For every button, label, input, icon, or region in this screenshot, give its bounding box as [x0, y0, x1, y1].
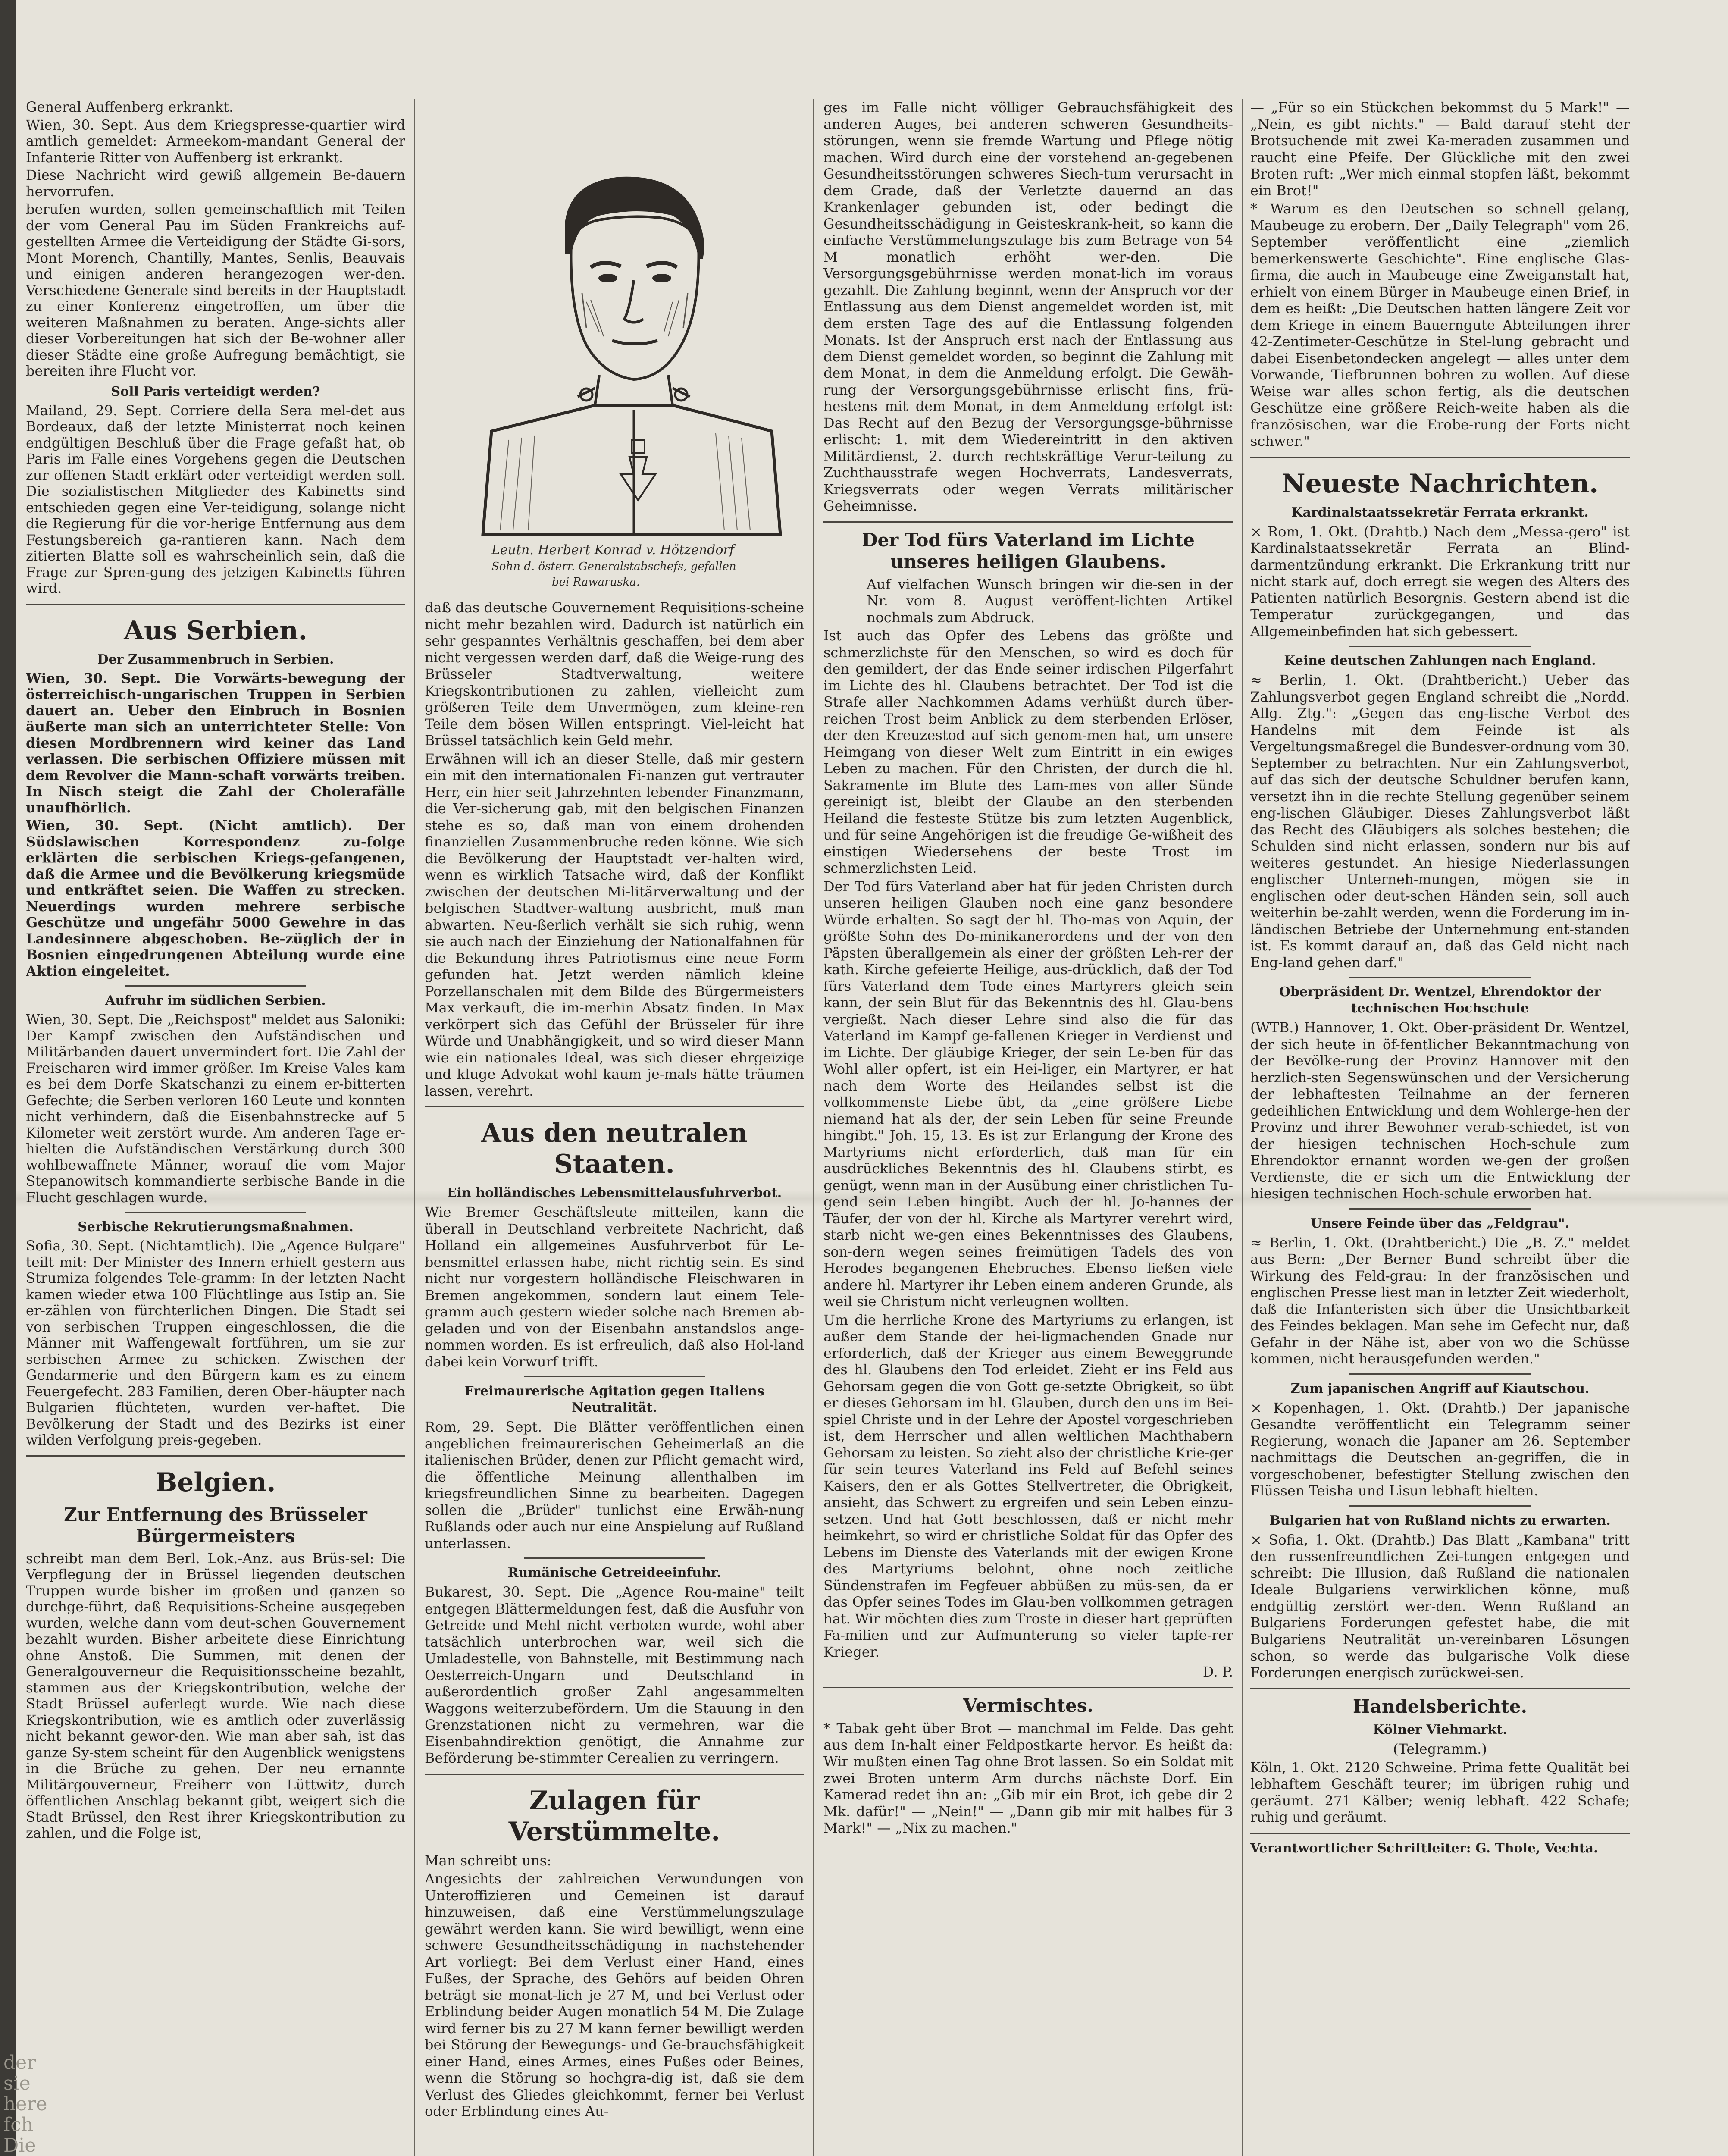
article-paragraph: — „Für so ein Stückchen bekommst du 5 Mark!" — „Nein, es gibt nichts." — Bald darauf steht der Brotsuchende mit zwei Ka-meraden zusammen und raucht eine Pfeife. Der Glückliche mit den zwei Broten ruft: „Wer mich einmal stopfen läßt, bekommt ein Brot!" — [1250, 99, 1630, 199]
article-paragraph: * Tabak geht über Brot — manchmal im Felde. Das geht aus dem In-halt einer Feldpostkarte hervor. Es heißt da: Wir mußten einen Tag ohne Brot lassen. So ein Soldat mit zwei Broten unterm Arm durchs nächste Dorf. Ein Kamerad redet ihn an: „Gib mir ein Brot, ich gebe dir 2 Mk. dafür!" — „Nein!" — „Dann gib mir mit halbes für 3 Mark!" — „Nix zu machen." — [823, 1720, 1233, 1836]
divider — [425, 1774, 804, 1775]
divider — [125, 985, 306, 987]
article-paragraph: ≈ Berlin, 1. Okt. (Drahtbericht.) Ueber das Zahlungsverbot gegen England schreibt die „Nordd. Allg. Ztg.": „Gegen das eng-lische Verbot des Handelns mit dem Feinde ist als Vergeltungsmaßregel die Bundesver-ordnung vom 30. September zu betrachten. Nur ein Zahlungsverbot, auf das sich der deutsche Schuldner berufen kann, versetzt ihn in die rechte Stellung gegenüber seinem eng-lischen Gläubiger. Dieses Zahlungsverbot läßt das Recht des Gläubigers als solches bestehen; die Schulden sind nicht erlassen, sondern nur bis auf weiteres gestundet. An hiesige Niederlassungen englischer Unterneh-mungen, mögen sie in englischen oder deut-schen Händen sein, soll auch weiterhin be-zahlt werden, wenn die Forderung im in-ländischen Betriebe der Unternehmung ent-standen ist. Es kommt darauf an, daß das Geld nicht nach Eng-land gehen darf." — [1250, 672, 1630, 971]
divider — [1349, 1505, 1531, 1507]
article-headline: General Auffenberg erkrankt. — [26, 99, 234, 115]
column-1 — [26, 99, 405, 1843]
article-paragraph: Wien, 30. Sept. (Nicht amtlich). Der Südslawischen Korrespondenz zu-folge erklärten die serbischen Kriegs-gefangenen, daß die Armee und die Bevölkerung kriegsmüde und entkräftet seien. Die Waffen zu strecken. Neuerdings wurden mehrere serbische Geschütze und ungefähr 5000 Gewehre in das Landesinnere abgeschoben. Be-züglich der in Bosnien eingedrungenen Abteilung wurde eine Aktion eingeleitet. — [26, 817, 405, 979]
article-subheading: Kardinalstaatssekretär Ferrata erkrankt. — [1291, 505, 1589, 520]
column-rule — [813, 99, 814, 2156]
article-paragraph: Mailand, 29. Sept. Corriere della Sera mel-det aus Bordeaux, daß der letzte Ministerrat noch keinen endgültigen Beschluß über die Frage gefaßt hat, ob Paris im Falle eines Vorgehens gegen die Deutschen zur offenen Stadt erklärt oder verteidigt werden soll. Die sozialistischen Mitglieder des Kabinetts sind entschieden gegen eine Ver-teidigung, solange nicht die Regierung für die vor-herige Entfernung aus dem Festungsbereich ga-rantieren kann. Nach dem zitierten Blatte soll es wahrscheinlich sein, daß die Frage zur Spren-gung des jetzigen Kabinetts führen wird. — [26, 402, 405, 596]
article-subheading: Zum japanischen Angriff auf Kiautschou. — [1290, 1381, 1590, 1396]
column-4 — [1250, 99, 1630, 1856]
divider — [1250, 457, 1630, 458]
article-paragraph: Wie Bremer Geschäftsleute mitteilen, kann die überall in Deutschland verbreitete Nachricht, daß Holland ein allgemeines Ausfuhrverbot für Le-bensmittel erlassen habe, nicht richtig sein. Es sind nicht nur vorgestern holländische Fleischwaren in Bremen angekommen, sondern laut einem Tele-gramm auch gestern wieder solche nach Bremen ab-geladen und von der Eisenbahn anstandslos ange-nommen worden. Es ist erfreulich, daß also Hol-land dabei kein Vorwurf trifft. — [425, 1204, 804, 1370]
divider — [524, 1376, 705, 1377]
article-paragraph: Ist auch das Opfer des Lebens das größte und schmerzlichste für den Menschen, so wird es doch für den gemildert, der das Ende seiner irdischen Pilgerfahrt im Lichte des hl. Glaubens betrachtet. Der Tod ist die Strafe aller Nachkommen Adams verhüßt durch über-reichen Trost beim Anblick zu dem sterbenden Erlöser, der den Kreuzestod auf sich genom-men hat, um unsere Heimgang von dieser Welt zum Eintritt in ein ewiges Leben zu machen. Für den Christen, der durch die hl. Sakramente im Blute des Lam-mes von aller Sünde gereinigt ist, bleibt der Glaube an den sterbenden Heiland die festeste Stütze bis zum letzten Augenblick, und für seine Angehörigen ist die freudige Ge-wißheit des einstigen Wiedersehens der beste Trost im schmerzlichsten Leid. — [823, 627, 1233, 876]
article-paragraph: daß das deutsche Gouvernement Requisitions-scheine nicht mehr bezahlen wird. Dadurch ist natürlich ein sehr gespanntes Verhältnis geschaffen, bei dem aber nicht vergessen werden darf, daß die Weige-rung des Brüsseler Stadtverwaltung, weitere Kriegskontributionen zu zahlen, vielleicht zum größeren Teile dem Unvermögen, zum kleine-ren Teile dem bösen Willen entspringt. Viel-leicht hat Brüssel tatsächlich kein Geld mehr. — [425, 599, 804, 749]
article-paragraph: Köln, 1. Okt. 2120 Schweine. Prima fette Qualität bei lebhaftem Geschäft teurer; im übrigen ruhig und geräumt. 271 Kälber; wenig lebhaft. 422 Schafe; ruhig und geräumt. — [1250, 1759, 1630, 1825]
article-paragraph: Wien, 30. Sept. Aus dem Kriegspresse-quartier wird amtlich gemeldet: Armeekom-mandant General der Infanterie Ritter von Auffenberg ist erkrankt. — [26, 116, 405, 166]
article-signature: D. P. — [1202, 1664, 1233, 1680]
article-paragraph: Um die herrliche Krone des Martyriums zu erlangen, ist außer dem Stande der hei-ligmachenden Gnade nur erforderlich, daß der Krieger aus einem Beweggrunde des hl. Glaubens den Tod erleidet. Zieht er ins Feld aus Gehorsam gegen die von Gott ge-setzte Obrigkeit, so übt er dieses Gehorsam im hl. Glauben, durch den uns im Bei-spiel Christe und in der Lehre der Apostel vorgeschrieben ist, dem Herrscher und allen weltlichen Machthabern Gehorsam zu leisten. So zieht also der christliche Krie-ger für sein teures Vaterland ins Feld auf Befehl seines Kaisers, den er als Gottes Stellvertreter, die Obrigkeit, ansieht, das Schwert zu ergreifen und sein Leben einzu-setzen. Und hat Gott beschlossen, daß er nicht mehr heimkehrt, so wird er christliche Soldat für das Opfer des Lebens im Dienste des Vaterlands mit der ewigen Krone des Martyriums belohnt, ohne noch zeitliche Sündenstrafen im Fegfeuer abbüßen zu müs-sen, da er das Opfer seines Todes im Glau-ben vollkommen getragen hat. Wir möchten dies zum Troste in dieser hart geprüften Fa-milien und zur Aufmunterung so vieler tapfe-rer Krieger. — [823, 1311, 1233, 1660]
article-paragraph: Der Tod fürs Vaterland aber hat für jeden Christen durch unseren heiligen Glauben noch eine ganz besondere Würde erhalten. So sagt der hl. Tho-mas von Aquin, der größte Sohn des Do-minikanerordens und der von den Päpsten überallgemein als einer der größten Leh-rer der kath. Kirche gefeierte Heilige, aus-drücklich, daß der Tod fürs Vaterland dem Tode eines Martyrers gleich sein kann, der sein Blut für das Bekenntnis des hl. Glau-bens vergießt. Nach dieser Lehre sind also die für das Vaterland im Kampf ge-fallenen Krieger in Verdienst und im Lichte. Der gläubige Krieger, der sein Le-ben für das Wohl aller opfert, ist ein Hei-liger, ein Martyrer, er hat nach dem Worte des Heilandes selbst ist die vollkommenste Liebe übt, da „eine größere Liebe niemand hat als der, der sein Leben für seine Freunde hingibt." Joh. 15, 13. Es ist zur Erlangung der Krone des Martyriums nicht erforderlich, daß man für ein ausdrückliches Bekenntnis des hl. Glaubens stirbt, es genügt, wenn man in der Ausübung einer christlichen Tu-gend sein Leben hingibt. Auch der hl. Jo-hannes der Täufer, der von der hl. Kirche als Martyrer verehrt wird, starb nicht we-gen eines Bekenntnisses des Glaubens, son-dern wegen seines freimütigen Tadels des von Herodes begangenen Ehebruches. Ebenso ließen viele andere hl. Martyrer ihr Leben einem anderen Grunde, als weil sie Christum nicht verleugnen wollten. — [823, 878, 1233, 1310]
article-paragraph: Wien, 30. Sept. Die Vorwärts-bewegung der österreichisch-ungarischen Truppen in Serbien dauert an. Ueber den Einbruch in Bosnien äußerte man sich an unterrichteter Stelle: Von diesen Mordbrennern wird keiner das Land verlassen. Die serbischen Offiziere müssen mit dem Revolver die Mann-schaft vorwärts treiben. In Nisch steigt die Zahl der Cholerafälle unaufhörlich. — [26, 670, 405, 816]
column-3 — [823, 99, 1233, 1838]
article-paragraph: Erwähnen will ich an dieser Stelle, daß mir gestern ein mit den internationalen Fi-nanzen gut vertrauter Herr, ein hier seit Jahrzehnten lebender Finanzmann, die Ver-sicherung gab, mit den belgischen Finanzen stehe es so, daß man von einem drohenden finanziellen Zusammenbruche reden könne. Wie sich die Bevölkerung der Hauptstadt ver-halten wird, wenn es wirklich Tatsache wird, daß der Konflikt zwischen der deutschen Mi-litärverwaltung und der belgischen Stadtver-waltung ausbricht, muß man abwarten. Neu-ßerlich verhält sie sich ruhig, wenn sie auch nach der Einziehung der Nationalfahnen für die Bekundung ihres Patriotismus eine neue Form gefunden hat. Jetzt werden nämlich kleine Porzellanschalen mit dem Bilde des Bürgermeisters Max verkauft, die im-merhin Absatz finden. In Max verkörpert sich das Gefühl der Brüsseler für ihre Würde und Unabhängigkeit, und so wird dieser Mann wie ein nationales Ideal, was sich dieser ehrgeizige und kluge Advokat wohl kaum je-mals hätte träumen lassen, verehrt. — [425, 750, 804, 1099]
column-rule — [414, 99, 415, 2156]
portrait-caption-line2: Sohn d. österr. Generalstabschefs, gefallen — [491, 560, 736, 573]
editor-footer: Verantwortlicher Schriftleiter: G. Thole, Vechta. — [1250, 1840, 1598, 1856]
article-paragraph: Diese Nachricht wird gewiß allgemein Be-dauern hervorrufen. — [26, 167, 405, 200]
section-heading: Aus Serbien. — [124, 615, 307, 646]
divider — [1349, 1208, 1531, 1210]
article-subheading: Soll Paris verteidigt werden? — [111, 384, 320, 399]
article-subheading: Aufruhr im südlichen Serbien. — [105, 993, 326, 1008]
column-2 — [425, 599, 804, 2122]
article-paragraph: Man schreibt uns: — [425, 1852, 551, 1869]
divider — [425, 1106, 804, 1107]
article-paragraph: Bukarest, 30. Sept. Die „Agence Rou-maine" teilt entgegen Blättermeldungen fest, daß die Ausfuhr von Getreide und Mehl nicht verboten wurde, wohl aber tatsächlich unterbrochen war, weil sich die Umladestelle, von Bahnstelle, mit Bestimmung nach Oesterreich-Ungarn und Deutschland in außerordentlich großer Zahl angesammelten Waggons weiterzubefördern. Um die Stauung in den Grenzstationen nicht zu vermehren, war die Eisenbahndirektion genötigt, die Annahme zur Beförderung be-stimmter Cerealien zu verringern. — [425, 1584, 804, 1766]
section-heading: Handelsberichte. — [1352, 1696, 1528, 1717]
section-heading: Vermischtes. — [963, 1695, 1094, 1716]
article-paragraph: Angesichts der zahlreichen Verwundungen von Unteroffizieren und Gemeinen ist darauf hinzuweisen, daß eine Verstümmelungszulage gewährt werden kann. Sie wird bewilligt, wenn eine schwere Gesundheitsschädigung in nachstehender Art vorliegt: Bei dem Verlust einer Hand, eines Fußes, der Sprache, des Gehörs auf beiden Ohren beträgt sie monat-lich je 27 M, und bei Verlust oder Erblindung beider Augen monatlich 54 M. Die Zulage wird ferner bis zu 27 M kann ferner bewilligt werden bei Störung der Bewegungs- und Ge-brauchsfähigkeit einer Hand, eines Armes, eines Fußes oder Beines, wenn die Störung so hochgra-dig ist, daß sie dem Verlust des Gliedes gleichkommt, ferner bei Verlust oder Erblindung eines Au- — [425, 1871, 804, 2119]
article-subheading: Freimaurerische Agitation gegen Italiens Neutralität. — [464, 1384, 764, 1415]
article-paragraph: × Sofia, 1. Okt. (Drahtb.) Das Blatt „Kambana" tritt den russenfreundlichen Zei-tungen entgegen und schreibt: Die Illusion, daß Rußland die nationalen Ideale Bulgariens verwirklichen könne, muß endgültig zerstört wer-den. Wenn Rußland an Bulgariens Forderungen gefestet habe, die mit Bulgariens Neutralität un-vereinbaren Lösungen schon, so werde das bulgarische Volk diese Forderungen energisch zurückwei-sen. — [1250, 1531, 1630, 1681]
article-subheading: Ein holländisches Lebensmittelausfuhrverbot. — [447, 1185, 782, 1200]
section-heading: Aus den neutralen Staaten. — [481, 1118, 748, 1179]
divider — [26, 1455, 405, 1457]
adjacent-page-text: der sie here fch Die — [3, 2052, 47, 2156]
article-subheading: Serbische Rekrutierungsmaßnahmen. — [78, 1219, 354, 1235]
article-subheading: Bulgarien hat von Rußland nichts zu erwarten. — [1269, 1513, 1611, 1528]
portrait-illustration — [457, 129, 802, 595]
divider — [125, 1212, 306, 1213]
divider — [1250, 1833, 1630, 1834]
article-subheading: Unsere Feinde über das „Feldgrau". — [1310, 1216, 1570, 1231]
divider — [1349, 1373, 1531, 1375]
article-paragraph: × Rom, 1. Okt. (Drahtb.) Nach dem „Messa-gero" ist Kardinalstaatssekretär Ferrata an Blind-darmentzündung erkrankt. Die Erkrankung tritt nur nicht stark auf, doch erregt sie wegen des Alters des Patienten natürlich Besorgnis. Gestern abend ist die Temperatur zurückgegangen, und das Allgemeinbefinden hat sich gebessert. — [1250, 523, 1630, 639]
column-rule — [1242, 99, 1243, 2156]
article-paragraph: schreibt man dem Berl. Lok.-Anz. aus Brüs-sel: Die Verpflegung der in Brüssel liegenden deutschen Truppen wurde bisher im großen und ganzen so durchge-führt, daß Requisitions-Scheine ausgegeben wurden, welche dann vom deut-schen Gouvernement bezahlt wurden. Bisher arbeitete diese Einrichtung ohne Anstoß. Die Summen, mit denen der Generalgouverneur die Requisitionsscheine bezahlt, stammen aus der Kriegskontribution, welche der Stadt Brüssel auferlegt wurde. Wie nach diese Kriegskontribution, wie es amtlich oder zuverlässig nicht bekannt gewor-den. Wie man aber sah, ist das ganze Sy-stem scheint für den Augenblick wenigstens in die Brüche zu gehen. Der neu ernannte Militärgouverneur, Freiherr von Lüttwitz, durch öffentlichen Anschlag bekannt gibt, weigert sich die Stadt Brüssel, den Rest ihrer Kriegskontribution zu zahlen, und die Folge ist, — [26, 1550, 405, 1841]
article-paragraph: Sofia, 30. Sept. (Nichtamtlich). Die „Agence Bulgare" teilt mit: Der Minister des Innern erhielt gestern aus Strumiza folgendes Tele-gramm: In der letzten Nacht kamen wieder etwa 100 Flüchtlinge aus Istip an. Sie er-zählen von fürchterlichen Dingen. Die Stadt sei von serbischen Truppen eingeschlossen, die die Männer mit Waffengewalt fortführen, um sie zur serbischen Armee zu schicken. Zwischen der Gendarmerie und den Bürgern kam es zu einem Feuergefecht. 283 Familien, deren Ober-häupter nach Bulgarien flüchteten, wurden ver-haftet. Die Bevölkerung der Stadt und des Bezirks ist einer wilden Verfolgung preis-gegeben. — [26, 1238, 405, 1448]
article-paragraph: ≈ Berlin, 1. Okt. (Drahtbericht.) Die „B. Z." meldet aus Bern: „Der Berner Bund schreibt über die Wirkung des Feld-grau: In der französischen und englischen Presse liest man in letzter Zeit wiederholt, daß die Infanteristen sich über die Unsichtbarkeit des Feindes beklagen. Man sehe im Gefecht nur, daß Gefahr in der Nähe ist, aber von wo die Schüsse kommen, nicht herausgefunden werden." — [1250, 1234, 1630, 1367]
divider — [823, 1687, 1233, 1688]
article-subheading: Keine deutschen Zahlungen nach England. — [1284, 653, 1596, 668]
section-heading: Belgien. — [155, 1467, 276, 1498]
article-heading: Der Tod fürs Vaterland im Lichte unseres heiligen Glaubens. — [862, 529, 1195, 572]
divider — [1349, 977, 1531, 978]
article-subheading: Rumänische Getreideeinfuhr. — [507, 1565, 721, 1580]
article-paragraph: ges im Falle nicht völliger Gebrauchsfähigkeit des anderen Auges, bei anderen schweren Gesundheits-störungen, wenn sie fremde Wartung und Pflege nötig machen. Wird durch eine der vorstehend an-gegebenen Gesundheitsstörungen schweres Siech-tum verursacht in dem Grade, daß der Verletzte dauernd an das Krankenlager gebunden ist, oder bedingt die Gesundheitsschädigung in Geisteskrank-heit, so kann die einfache Verstümmelungszulage bis zum Betrage von 54 M monatlich erhöht wer-den. Die Versorgungsgebührnisse werden monat-lich im voraus gezahlt. Die Zahlung beginnt, wenn der Anspruch vor der Entlassung aus dem Dienst angemeldet worden ist, mit dem ersten Tage des auf die Entlassung folgenden Monats. Ist der Anspruch erst nach der Entlassung aus dem Dienst gemeldet worden, so beginnt die Zahlung mit dem Monat, in dem die Anmeldung erfolgt. Die Gewäh-rung der Versorgungsgebührnisse erlischt fins, frü-hestens mit dem Monat, in dem Anmeldung erfolgt ist: Das Recht auf den Bezug der Versorgungsge-bührnisse erlischt: 1. mit dem Wiedereintritt in den aktiven Militärdienst, 2. durch rechtskräftige Verur-teilung zu Zuchthausstrafe wegen Hochverrats, Landesverrats, Kriegsverrats oder wegen Verrats militärischer Geheimnisse. — [823, 99, 1233, 514]
article-heading: Zur Entfernung des Brüsseler Bürgermeisters — [64, 1504, 367, 1547]
divider — [1349, 646, 1531, 647]
article-subheading: Der Zusammenbruch in Serbien. — [97, 652, 334, 667]
portrait-caption-line1: Leutn. Herbert Konrad v. Hötzendorf — [491, 542, 734, 558]
article-paragraph: Rom, 29. Sept. Die Blätter veröffentlichen einen angeblichen freimaurerischen Geheimerlaß an die italienischen Brüder, denen zur Pflicht gemacht wird, die öffentliche Meinung allenthalben im kriegsfreundlichen Sinne zu bearbeiten. Dagegen sollen die „Brüder" tunlichst eine Erwäh-nung Rußlands oder auch nur eine Anspielung auf Rußland unterlassen. — [425, 1419, 804, 1551]
divider — [1250, 1688, 1630, 1689]
article-paragraph: Wien, 30. Sept. Die „Reichspost" meldet aus Saloniki: Der Kampf zwischen den Aufständischen und Militärbanden dauert unvermindert fort. Die Zahl der Freischaren wird immer größer. Im Kreise Vales kam es bei dem Dorfe Skatschanzi zu einem er-bitterten Gefechte; die Serben verloren 160 Leute und konnten nicht verhindern, daß die Eisenbahnstrecke auf 5 Kilometer weit zerstört wurde. Am anderen Tage er-hielten die Aufständischen Verstärkung durch 300 wohlbewaffnete Männer, worauf die vom Major Stepanowitsch kommandierte serbische Bande in die Flucht geschlagen wurde. — [26, 1011, 405, 1206]
adjacent-page-edge — [0, 0, 47, 2156]
article-paragraph: (WTB.) Hannover, 1. Okt. Ober-präsident Dr. Wentzel, der sich heute in öf-fentlicher Bekanntmachung von der Bevölke-rung der Provinz Hannover mit den herzlich-sten Segenswünschen und der Versicherung der lebhaftesten Teilnahme an der ferneren gedeihlichen Entwicklung und dem Wohlerge-hen der Provinz und ihrer Bewohner verab-schiedet, ist von der hiesigen technischen Hoch-schule zum Ehrendoktor ernannt worden we-gen der großen Verdienste, die er sich um die Entwicklung der hiesigen technischen Hoch-schule erworben hat. — [1250, 1019, 1630, 1202]
portrait-caption-line3: bei Rawaruska. — [552, 576, 640, 589]
article-subheading: Oberpräsident Dr. Wentzel, Ehrendoktor der technischen Hochschule — [1279, 984, 1601, 1016]
divider — [26, 604, 405, 605]
article-paragraph: × Kopenhagen, 1. Okt. (Drahtb.) Der japanische Gesandte veröffentlicht ein Telegramm seiner Regierung, wonach die Japaner am 26. September nachmittags die Deutschen an-gegriffen, die in vorgeschobener, befestigter Stellung zwischen den Flüssen Teisha und Lisun lebhaft hielten. — [1250, 1399, 1630, 1499]
section-heading: Zulagen für Verstümmelte. — [508, 1785, 720, 1847]
section-heading: Neueste Nachrichten. — [1281, 468, 1599, 499]
article-paragraph: berufen wurden, sollen gemeinschaftlich mit Teilen der vom General Pau im Süden Frankreichs auf-gestellten Armee die Verteidigung der Städte Gi-sors, Mont Morench, Chantilly, Mantes, Senlis, Beauvais und einigen anderen herangezogen wer-den. Verschiedene Generale sind bereits in der Hauptstadt zu einer Konferenz eingetroffen, um über die weiteren Maßnahmen zu beraten. Ange-sichts aller dieser Vorbereitungen hat sich der Be-wohner aller dieser Städte eine große Aufregung bemächtigt, sie bereiten ihre Flucht vor. — [26, 201, 405, 379]
divider — [823, 521, 1233, 523]
article-paragraph: * Warum es den Deutschen so schnell gelang, Maubeuge zu erobern. Der „Daily Telegraph" vom 26. September veröffentlicht eine „ziemlich bemerkenswerte Geschichte". Eine englische Glas-firma, die auch in Maubeuge eine Zweiganstalt hat, erhielt von einem Bürger in Maubeuge einen Brief, in dem es heißt: „Die Deutschen hatten längere Zeit vor dem Kriege in einem Bauerngute Abteilungen ihrer 42-Zentimeter-Geschütze in Stel-lung gebracht und dabei Eisenbetondecken angelegt — alles unter dem Vorwande, Tiefbrunnen bohren zu wollen. Auf diese Weise war alles schon fertig, als die deutschen Geschütze eine größere Reich-weite haben als die französischen, war die Erobe-rung der Forts nicht schwer." — [1250, 201, 1630, 449]
article-intro: Auf vielfachen Wunsch bringen wir die-sen in der Nr. vom 8. August veröffent-lichten Artikel nochmals zum Abdruck. — [867, 576, 1233, 626]
portrait-drawing — [457, 129, 802, 595]
article-note: (Telegramm.) — [1393, 1741, 1487, 1757]
article-subheading: Kölner Viehmarkt. — [1373, 1722, 1507, 1737]
divider — [524, 1557, 705, 1559]
